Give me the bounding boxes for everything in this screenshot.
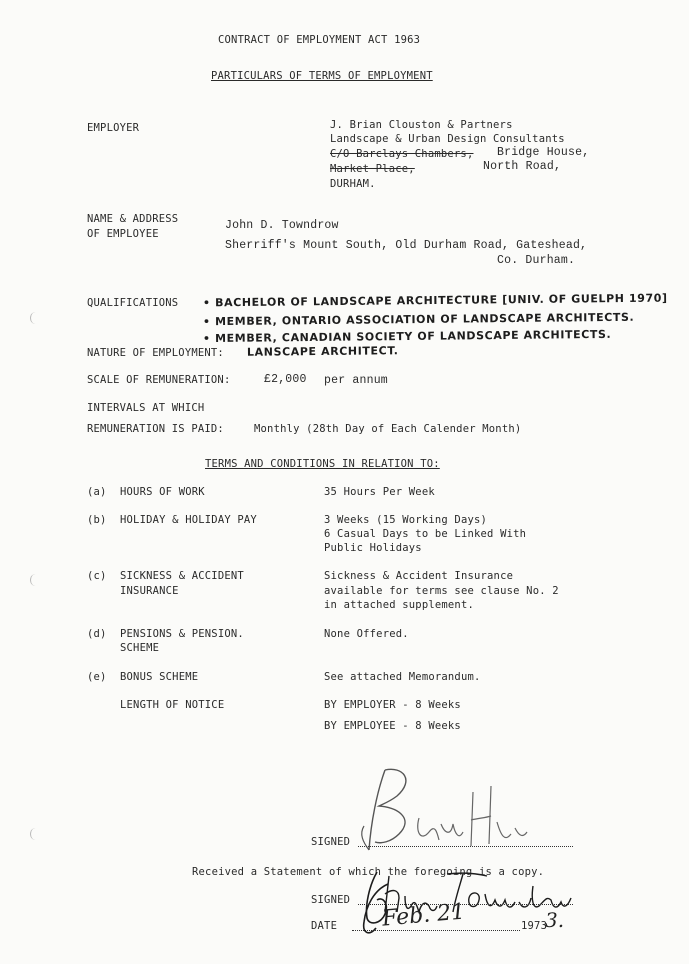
notice-value: BY EMPLOYER - 8 Weeks — [324, 699, 461, 711]
term-label: SCHEME — [120, 642, 160, 654]
date-year-handwritten: 3. — [545, 908, 565, 932]
notice-value: BY EMPLOYEE - 8 Weeks — [324, 720, 461, 732]
employee-address: Co. Durham. — [497, 254, 576, 267]
employer-label: EMPLOYER — [87, 122, 140, 134]
signed-label: SIGNED — [311, 836, 351, 848]
signed-label: SIGNED — [311, 894, 351, 906]
term-letter: (d) — [87, 628, 107, 640]
received-statement: Received a Statement of which the foregoing is a copy. — [192, 866, 545, 878]
nature-label: NATURE OF EMPLOYMENT: — [87, 347, 224, 359]
term-label: PENSIONS & PENSION. — [120, 628, 244, 640]
date-label: DATE — [311, 920, 338, 932]
employee-name: John D. Towndrow — [225, 219, 339, 232]
qualification-item: • MEMBER, ONTARIO ASSOCIATION OF LANDSCAPE ARCHITECTS. — [202, 310, 635, 329]
scale-amount: £2,000 — [264, 373, 307, 386]
term-letter: (e) — [87, 671, 107, 683]
notice-label: LENGTH OF NOTICE — [120, 699, 225, 711]
term-value: 6 Casual Days to be Linked With — [324, 528, 527, 540]
employer-line: J. Brian Clouston & Partners — [330, 119, 513, 131]
term-letter: (a) — [87, 486, 107, 498]
employer-line-struck: Market Place, — [330, 163, 415, 175]
term-value: See attached Memorandum. — [324, 671, 481, 683]
qualifications-label: QUALIFICATIONS — [87, 297, 179, 309]
intervals-label: INTERVALS AT WHICH — [87, 402, 205, 414]
intervals-label: REMUNERATION IS PAID: — [87, 423, 224, 435]
employer-line-handtyped: North Road, — [483, 160, 562, 173]
scale-period: per annum — [324, 374, 388, 387]
term-label: INSURANCE — [120, 585, 179, 597]
employer-line: DURHAM. — [330, 178, 376, 190]
term-value: available for terms see clause No. 2 — [324, 585, 559, 597]
document-subtitle: PARTICULARS OF TERMS OF EMPLOYMENT — [211, 70, 433, 82]
qualification-item: • BACHELOR OF LANDSCAPE ARCHITECTURE [UNIV. OF GUELPH 1970] — [202, 291, 668, 310]
employer-line-struck: C/O Barclays Chambers, — [330, 148, 474, 160]
date-year-printed: 1973 — [521, 920, 548, 932]
term-letter: (c) — [87, 570, 107, 582]
intervals-value: Monthly (28th Day of Each Calender Month) — [254, 423, 522, 435]
term-label: HOLIDAY & HOLIDAY PAY — [120, 514, 257, 526]
employer-line-handtyped: Bridge House, — [497, 146, 590, 159]
term-value: 3 Weeks (15 Working Days) — [324, 514, 488, 526]
term-label: HOURS OF WORK — [120, 486, 205, 498]
margin-mark — [30, 312, 41, 324]
term-value: None Offered. — [324, 628, 409, 640]
margin-mark — [30, 828, 41, 840]
terms-heading: TERMS AND CONDITIONS IN RELATION TO: — [205, 458, 440, 470]
signature-line — [358, 846, 573, 847]
term-value: in attached supplement. — [324, 599, 474, 611]
term-value: Sickness & Accident Insurance — [324, 570, 514, 582]
employer-line: Landscape & Urban Design Consultants — [330, 133, 565, 145]
term-letter: (b) — [87, 514, 107, 526]
employee-label: OF EMPLOYEE — [87, 228, 159, 240]
employee-address: Sherriff's Mount South, Old Durham Road, Gateshead, — [225, 239, 588, 252]
date-handwritten: Feb. 21 — [381, 899, 467, 932]
term-value: Public Holidays — [324, 542, 422, 554]
term-label: SICKNESS & ACCIDENT — [120, 570, 244, 582]
employee-label: NAME & ADDRESS — [87, 213, 179, 225]
term-label: BONUS SCHEME — [120, 671, 199, 683]
qualification-item: • MEMBER, CANADIAN SOCIETY OF LANDSCAPE ARCHITECTS. — [202, 327, 612, 346]
act-title: CONTRACT OF EMPLOYMENT ACT 1963 — [218, 34, 421, 46]
margin-mark — [30, 574, 41, 586]
term-value: 35 Hours Per Week — [324, 486, 435, 498]
employer-signature — [355, 762, 530, 854]
nature-value: LANSCAPE ARCHITECT. — [246, 344, 399, 359]
scale-label: SCALE OF REMUNERATION: — [87, 374, 231, 386]
